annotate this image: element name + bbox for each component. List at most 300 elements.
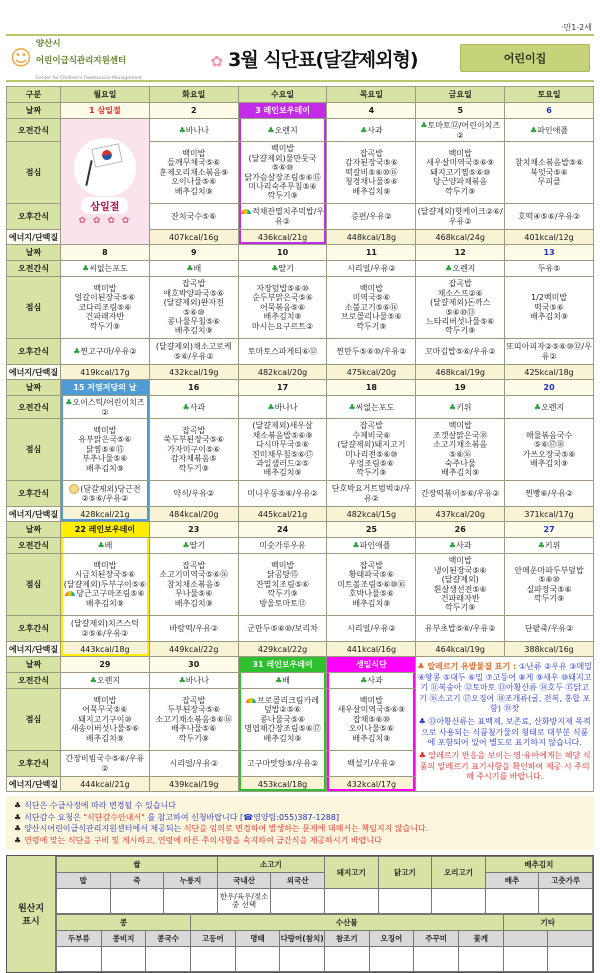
energy-cell: 441kcal/16g xyxy=(327,642,416,657)
page-header xyxy=(6,34,594,82)
row-label-date: 날짜 xyxy=(7,380,61,396)
origin-value-cell xyxy=(110,889,164,914)
row-label-energy: 에너지/단백질 xyxy=(7,642,61,657)
lunch-menu-cell: 백미밥 닭곰탕⑮ 잔멸치조림⑤⑥ 깍두기⑨ 방울토마토⑫ xyxy=(238,554,327,616)
date-cell: 6 xyxy=(505,103,594,119)
lunch-menu-cell: 백미밥 새우살미역국⑤⑥⑨ 돼지고기찜⑤⑥⑩ 당근양파채볶음 깍두기⑨ xyxy=(416,142,505,204)
pm-snack-cell: 찐만두⑤⑥⑩/우유② xyxy=(327,339,416,365)
row-label-am: 오전간식 xyxy=(7,119,61,142)
origin-value-cell xyxy=(57,889,111,914)
date-cell: 2 xyxy=(149,103,238,119)
lunch-menu-cell: 백미밥 얼갈이된장국⑤⑥ 코다리조림⑤⑥ 건파래자반 깍두기⑨ xyxy=(61,277,150,339)
fruit-club-icon: ♣ xyxy=(182,541,190,550)
lunch-menu-cell: 브로콜리크림카레 덮밥②⑤⑥ 콩나물국⑤⑥ 명엽채간장조림⑤⑥⑰ 배추김치⑨ xyxy=(238,689,327,751)
origin-group-row xyxy=(57,857,593,873)
row-label-date: 날짜 xyxy=(7,245,61,261)
origin-label-line: 표시 xyxy=(22,917,40,928)
am-snack-row xyxy=(7,261,594,277)
origin-sub-header: 두부류 xyxy=(57,931,102,947)
energy-cell: 449kcal/22g xyxy=(149,642,238,657)
energy-cell: 371kcal/17g xyxy=(505,507,594,522)
origin-group-header: 콩 xyxy=(57,915,191,931)
origin-group-header: 돼지고기 xyxy=(324,857,378,889)
pm-snack-cell: 시리얼/우유② xyxy=(149,751,238,777)
note-line: ♣ 연령에 맞는 식단을 구비 및 게시하고, 연령에 따른 주의사항을 숙지하여 급간식을 제공하시기 바랍니다 xyxy=(14,835,382,845)
pm-snack-cell: 또띠아피자②⑤⑥⑩⑫/우유② xyxy=(505,339,594,365)
fruit-club-icon: ♣ xyxy=(530,125,538,135)
am-snack-cell: ♣딸기 xyxy=(149,538,238,554)
pm-snack-row xyxy=(7,339,594,365)
origin-sub-header: 꽃게 xyxy=(458,931,503,947)
pm-snack-cell: 단팥죽/우유② xyxy=(505,616,594,642)
fruit-club-icon: ♣ xyxy=(267,125,275,135)
lunch-menu-cell: (달걀제외)새우살 채소볶음밥⑤⑥⑨ 다시마무국⑤⑥ 진미채무침⑤⑥⑰ 과일샐러드②⑤ 배추김치⑨ xyxy=(238,419,327,481)
row-label-date: 날짜 xyxy=(7,657,61,673)
am-snack-cell: ♣사과 xyxy=(327,119,416,142)
date-row xyxy=(7,103,594,119)
fruit-club-icon: ♣ xyxy=(348,402,356,412)
lunch-menu-cell: 잡곡밥 수제비국⑥ (달걀제외)돼지고기 미나리전⑤⑥⑩ 우엉조림⑤⑥ 깍두기⑨ xyxy=(327,419,416,481)
col-header: 목요일 xyxy=(327,87,416,103)
am-snack-cell: ♣오렌지 xyxy=(238,119,327,142)
date-cell: 16 xyxy=(149,380,238,396)
origin-value-cell: 한우/육우/젖소 중 선택 xyxy=(217,889,271,914)
flower-decorations: ✿ ✿ ✿ ✿ xyxy=(78,215,132,226)
am-snack-cell: 시리얼/우유② xyxy=(327,261,416,277)
date-cell: 24 xyxy=(238,522,327,538)
pm-snack-row xyxy=(7,481,594,507)
energy-cell: 388kcal/16g xyxy=(505,642,594,657)
energy-cell: 482kcal/15g xyxy=(327,507,416,522)
bullet-icon: ♣ xyxy=(14,801,22,810)
meal-plan-table xyxy=(6,86,594,792)
fruit-club-icon: ♣ xyxy=(537,541,545,550)
lunch-menu-cell: 잡곡밥 쑥두부된장국⑤⑥ 가자미구이⑤⑥ 감자채볶음⑤ 깍두기⑨ xyxy=(149,419,238,481)
fruit-club-icon: ♣ xyxy=(271,264,279,273)
origin-value-cell xyxy=(503,947,548,972)
date-cell: 3 레인보우데이 xyxy=(238,103,327,119)
energy-cell: 432kcal/19g xyxy=(149,365,238,380)
lunch-menu-cell: 안매운마파두부덮밥 ⑤⑥⑩ 실파장국⑤⑥ 깍두기⑨ xyxy=(505,554,594,616)
am-snack-cell: ♣오이스틱/어린이치즈② xyxy=(61,396,150,419)
origin-value-cell xyxy=(235,947,280,972)
row-label-am: 오전간식 xyxy=(7,261,61,277)
energy-cell: 428kcal/21g xyxy=(61,507,150,522)
origin-sub-header: 콩비지 xyxy=(101,931,146,947)
lunch-row xyxy=(7,554,594,616)
am-snack-cell: ♣오렌지 xyxy=(61,673,150,689)
fruit-club-icon: ♣ xyxy=(89,676,97,685)
allergy-legend xyxy=(416,657,594,792)
lunch-menu-cell: 백미밥 유부맑은국⑤⑥ 닭찜⑤⑥⑮ 부추나물⑤⑥ 배추김치⑨ xyxy=(61,419,150,481)
rainbow-icon xyxy=(65,591,75,596)
am-snack-cell: ♣바나나 xyxy=(149,119,238,142)
note-line: ♣ 식단감수 요청은 "식단감수안내서" 를 참고하여 신청바랍니다 [☎영양팀:055)387-1288] xyxy=(14,812,339,822)
allergy-warning-note: ♣ 알레르기 반응을 보이는 영·유아에게는 해당 식품의 알레르기 표기사항을 확인하여 제공 시 주의해 주시기를 바랍니다. xyxy=(418,751,591,782)
energy-cell: 464kcal/19g xyxy=(416,642,505,657)
pm-snack-cell: 백설기/우유② xyxy=(327,751,416,777)
row-label-pm: 오후간식 xyxy=(7,339,61,365)
lunch-row xyxy=(7,277,594,339)
flower-icon: ✿ xyxy=(210,52,224,70)
energy-cell: 437kcal/20g xyxy=(416,507,505,522)
pm-snack-cell: 시리얼/우유② xyxy=(327,616,416,642)
row-label-pm: 오후간식 xyxy=(7,481,61,507)
date-cell: 17 xyxy=(238,380,327,396)
date-cell: 18 xyxy=(327,380,416,396)
origin-value-cell xyxy=(324,947,369,972)
origin-sub-header: 고등어 xyxy=(190,931,235,947)
rainbow-icon xyxy=(246,698,256,703)
origin-group-row xyxy=(57,915,593,931)
origin-value-cell xyxy=(378,889,432,914)
date-cell: 1 삼일절 xyxy=(61,103,150,119)
footer-notes xyxy=(6,796,594,850)
lunch-menu-cell: 잡곡밥 감자된장국⑤⑥ 떡갈비⑤⑥⑩⑯ 청경채나물⑤⑥ 배추김치⑨ xyxy=(327,142,416,204)
energy-cell: 401kcal/12g xyxy=(505,230,594,245)
am-snack-row xyxy=(7,396,594,419)
origin-sub-header: 오징어 xyxy=(369,931,414,947)
fruit-club-icon: ♣ xyxy=(448,402,457,412)
am-snack-row xyxy=(7,119,594,142)
am-snack-cell: ♣씨없는포도 xyxy=(327,396,416,419)
lunch-row xyxy=(7,419,594,481)
pm-snack-cell: 군만두⑤⑥⑩/보리차 xyxy=(238,616,327,642)
lunch-menu-cell: 백미밥 미역국⑤⑥ 소불고기⑤⑥⑯ 브로콜리나물⑤⑥ 깍두기⑨ xyxy=(327,277,416,339)
fruit-club-icon: ♣ xyxy=(275,676,283,685)
am-snack-cell: ♣배 xyxy=(61,538,150,554)
fruit-club-icon: ♣ xyxy=(186,264,194,273)
date-cell: 22 레인보우데이 xyxy=(61,522,150,538)
pm-snack-cell: (달걀제외)핫케이크②⑥/우유② xyxy=(416,204,505,230)
pm-snack-cell: 단호박요거트범벅②/우유② xyxy=(327,481,416,507)
origin-value-cell xyxy=(458,947,503,972)
origin-value-cell xyxy=(432,889,486,914)
fruit-club-icon: ♣ xyxy=(65,398,73,407)
lunch-menu-cell: 백미밥 냉이된장국⑤⑥ (달걀제외) 흰살생선전⑤⑥ 건파래자반 깍두기⑨ xyxy=(416,554,505,616)
energy-cell: 436kcal/21g xyxy=(238,230,327,245)
origin-sub-header: 국내산 xyxy=(217,873,271,889)
energy-cell: 425kcal/18g xyxy=(505,365,594,380)
row-label-lunch: 점심 xyxy=(7,554,61,616)
date-cell: 5 xyxy=(416,103,505,119)
lunch-menu-cell: 백미밥 어묵무국⑤⑥ 돼지고기구이⑩ 새송이버섯나물⑤⑥ 배추김치⑨ xyxy=(61,689,150,751)
lunch-menu-cell: 백미밥 시금치된장국⑤⑥ (달걀제외)두부구이⑤⑥ 당근고구마조림⑤⑥ 배추김치⑨ xyxy=(61,554,150,616)
row-label-energy: 에너지/단백질 xyxy=(7,507,61,522)
origin-value-cell xyxy=(146,947,191,972)
pm-snack-cell: 바람떡/우유② xyxy=(149,616,238,642)
lunch-menu-cell: 백미밥 새우살미역국⑤⑥⑨ 잡채⑤⑥⑩ 오이나물⑤⑥ 배추김치⑨ xyxy=(327,689,416,751)
energy-cell: 432kcal/17g xyxy=(327,777,416,792)
origin-table xyxy=(6,855,594,973)
pm-snack-cell: 미니우동⑤⑥/우유② xyxy=(238,481,327,507)
am-snack-cell: ♣씨없는포도 xyxy=(61,261,150,277)
lunch-menu-cell: 참치채소볶음밥⑤⑥ 북엇국⑤⑥ 무피클 xyxy=(505,142,594,204)
origin-group-header: 닭고기 xyxy=(378,857,432,889)
lunch-menu-cell: 백미밥 (달걀제외)물만둣국 ⑤⑥⑩ 닭가슴살장조림⑤⑥⑮ 미나리숙주무침⑤⑥ 깍두기⑨ xyxy=(238,142,327,204)
am-snack-cell: 미숫가루우유 xyxy=(238,538,327,554)
lunch-menu-cell: 자장덮밥⑤⑥⑩ 순두부맑은국⑤⑥ 어묵볶음⑤⑥ 배추김치⑨ 마시는요구르트② xyxy=(238,277,327,339)
row-label-lunch: 점심 xyxy=(7,277,61,339)
date-cell: 25 xyxy=(327,522,416,538)
date-row xyxy=(7,245,594,261)
origin-value-cell xyxy=(101,947,146,972)
origin-value-row xyxy=(57,889,593,914)
pm-snack-cell: 유부초밥⑤⑥/우유② xyxy=(416,616,505,642)
energy-cell: 443kcal/18g xyxy=(61,642,150,657)
pm-snack-cell: 고구마맛탕⑤/우유② xyxy=(238,751,327,777)
col-header: 금요일 xyxy=(416,87,505,103)
energy-cell: 468kcal/19g xyxy=(416,365,505,380)
energy-cell: 453kcal/18g xyxy=(238,777,327,792)
pm-snack-cell: 증편/우유② xyxy=(327,204,416,230)
pm-snack-cell: 꼬마김밥⑤⑥/우유② xyxy=(416,339,505,365)
energy-cell: 445kcal/21g xyxy=(238,507,327,522)
date-cell: 8 xyxy=(61,245,150,261)
pm-snack-cell: 찐빵⑥/우유② xyxy=(505,481,594,507)
lunch-menu-cell: 잡곡밥 두부된장국⑤⑥ 소고기채소볶음⑤⑥⑯ 배추나물⑤⑥ 깍두기⑨ xyxy=(149,689,238,751)
col-header: 화요일 xyxy=(149,87,238,103)
rainbow-icon xyxy=(241,209,251,214)
am-snack-cell: ♣사과 xyxy=(149,396,238,419)
row-label-energy: 에너지/단백질 xyxy=(7,230,61,245)
date-cell: 생일식단 xyxy=(327,657,416,673)
lunch-menu-cell: 잡곡밥 채소스프②⑥ (달걀제외)돈까스 ⑤⑥⑩⑬ 느타리버섯나물⑤⑥ 깍두기⑨ xyxy=(416,277,505,339)
date-cell: 23 xyxy=(149,522,238,538)
korea-flag-icon xyxy=(74,138,136,196)
date-cell: 29 xyxy=(61,657,150,673)
origin-value-cell xyxy=(164,889,218,914)
sulfite-note: ♣ ⑬아황산류는 표백제, 보존료, 산화방지제 목적으로 사용되는 식품첨가물의 형태로 대부분 식품에 포함되어 있어 별도로 표기하지 않습니다. xyxy=(418,717,591,748)
origin-value-cell xyxy=(485,889,539,914)
am-snack-cell: ♣파인애플 xyxy=(505,119,594,142)
pm-snack-cell: ♣찐고구마/우유② xyxy=(61,339,150,365)
origin-sub-header: 참조기 xyxy=(324,931,369,947)
row-label-energy: 에너지/단백질 xyxy=(7,777,61,792)
origin-group-header: 수산물 xyxy=(190,915,503,931)
energy-cell: 419kcal/17g xyxy=(61,365,150,380)
am-snack-row xyxy=(7,538,594,554)
page-title: 3월 식단표(달걀제외형) xyxy=(228,48,418,71)
col-header: 월요일 xyxy=(61,87,150,103)
energy-cell: 468kcal/24g xyxy=(416,230,505,245)
col-header: 수요일 xyxy=(238,87,327,103)
org-name-english: Center for Children's Foodservice Management xyxy=(35,76,142,82)
bullet-icon: ♣ xyxy=(14,835,22,845)
row-label-date: 날짜 xyxy=(7,522,61,538)
meal-plan-document xyxy=(6,0,594,973)
origin-sub-header: 다랑어(참치) xyxy=(280,931,325,947)
am-snack-cell: ♣토마토⑫/어린이치즈② xyxy=(416,119,505,142)
am-snack-cell: ♣오렌지 xyxy=(416,261,505,277)
pm-snack-cell: 적채잔멸치주먹밥/우유② xyxy=(238,204,327,230)
energy-cell: 484kcal/20g xyxy=(149,507,238,522)
origin-value-cell xyxy=(271,889,325,914)
fruit-club-icon: ♣ xyxy=(182,402,190,412)
pm-snack-row xyxy=(7,616,594,642)
org-name-line2: 어린이급식관리지원센터 xyxy=(35,55,127,66)
fruit-club-icon: ♣ xyxy=(267,402,275,412)
origin-group-header: 기타 xyxy=(503,915,592,931)
origin-sub-header: 누룽지 xyxy=(164,873,218,889)
date-cell: 13 xyxy=(505,245,594,261)
am-snack-cell: ♣키위 xyxy=(416,396,505,419)
origin-value-cell xyxy=(548,947,593,972)
row-label-pm: 오후간식 xyxy=(7,616,61,642)
pm-snack-cell: (달걀제외)당근전②⑤⑥/우유② xyxy=(61,481,150,507)
row-label-pm: 오후간식 xyxy=(7,751,61,777)
energy-cell: 444kcal/21g xyxy=(61,777,150,792)
origin-sub-row xyxy=(57,931,593,947)
fruit-club-icon: ♣ xyxy=(178,125,186,135)
energy-cell: 429kcal/22g xyxy=(238,642,327,657)
am-snack-cell: ♣배 xyxy=(149,261,238,277)
face-icon xyxy=(69,484,79,494)
energy-row xyxy=(7,365,594,380)
origin-table-top xyxy=(56,856,593,914)
col-header: 토요일 xyxy=(505,87,594,103)
origin-label xyxy=(7,856,56,972)
org-name-line1: 양산시 xyxy=(35,38,61,49)
row-label-am: 오전간식 xyxy=(7,396,61,419)
row-label-energy: 에너지/단백질 xyxy=(7,365,61,380)
energy-row xyxy=(7,507,594,522)
allergy-legend-title: ♣ 알레르기 유발물질 표기 : ①난류 ②우유 ③메밀 ④땅콩 ⑤대두 ⑥밀 ⑦고등어 ⑧게 ⑨새우 ⑩돼지고기 ⑪복숭아 ⑫토마토 ⑬아황산류 ⑭호두 ⑮닭고기 ⑯소고기 ⑰오징어 ⑱조개류(굴, 전복, 홍합 포함) ⑲잣 xyxy=(417,662,592,713)
am-snack-cell: ♣키위 xyxy=(505,538,594,554)
pm-snack-cell: 잔치국수⑤⑥ xyxy=(149,204,238,230)
origin-sub-header: 외국산 xyxy=(271,873,325,889)
pm-snack-cell: 간장떡볶이⑤⑥/우유② xyxy=(416,481,505,507)
pm-snack-cell: 토마토스파게티⑥⑫ xyxy=(238,339,327,365)
origin-sub-header: 주꾸미 xyxy=(414,931,459,947)
energy-cell: 407kcal/16g xyxy=(149,230,238,245)
am-snack-cell: ♣파인애플 xyxy=(327,538,416,554)
energy-cell: 439kcal/19g xyxy=(149,777,238,792)
origin-sub-header: 배추 xyxy=(485,873,539,889)
fruit-club-icon: ♣ xyxy=(82,264,90,273)
row-label-date: 날짜 xyxy=(7,103,61,119)
lunch-menu-cell: 잡곡밥 황태파국⑤⑥ 미트볼조림⑤⑥⑩⑯ 호박나물⑤⑥ 배추김치⑨ xyxy=(327,554,416,616)
origin-value-cell xyxy=(414,947,459,972)
origin-sub-header xyxy=(548,931,593,947)
age-label: ·만1-2세 xyxy=(560,23,592,32)
lunch-menu-cell: 잡곡밥 소고기미역국⑤⑥⑯ 참치채소볶음⑤ 무나물⑤⑥ 배추김치⑨ xyxy=(149,554,238,616)
origin-value-cell xyxy=(190,947,235,972)
origin-sub-header: 밥 xyxy=(57,873,111,889)
origin-sub-header: 고춧가루 xyxy=(539,873,593,889)
origin-value-cell xyxy=(57,947,102,972)
bullet-icon: ♣ xyxy=(14,812,22,822)
row-label-am: 오전간식 xyxy=(7,673,61,689)
origin-label-line: 원산지 xyxy=(17,904,45,915)
row-label-lunch: 점심 xyxy=(7,142,61,204)
origin-sub-header xyxy=(503,931,548,947)
origin-group-header: 오리고기 xyxy=(432,857,486,889)
row-label-am: 오전간식 xyxy=(7,538,61,554)
am-snack-cell: ♣바나나 xyxy=(238,396,327,419)
origin-group-header: 배추김치 xyxy=(485,857,592,873)
origin-value-cell xyxy=(324,889,378,914)
fruit-club-icon: ♣ xyxy=(97,541,105,550)
lunch-menu-cell: 백미밥 조갯살맑은국⑱ 소고기채소볶음 ⑤⑥⑯ 숙주나물 배추김치⑨ xyxy=(416,419,505,481)
am-snack-cell: ♣사과 xyxy=(327,673,416,689)
date-cell: 26 xyxy=(416,522,505,538)
am-snack-cell: ♣딸기 xyxy=(238,261,327,277)
date-row xyxy=(7,522,594,538)
pm-snack-cell: (달걀제외)채소고로케⑤⑥/우유② xyxy=(149,339,238,365)
lunch-menu-cell: 해물볶음국수 ⑤⑥⑰⑱ 가쓰오장국⑤⑥ 배추김치⑨ xyxy=(505,419,594,481)
date-cell: 10 xyxy=(238,245,327,261)
fruit-club-icon: ♣ xyxy=(360,676,368,685)
date-row xyxy=(7,380,594,396)
am-snack-cell: 두유⑤ xyxy=(505,261,594,277)
fruit-club-icon: ♣ xyxy=(448,541,457,550)
lunch-menu-cell: 1/2백미밥 떡국⑤⑥ 배추김치⑨ xyxy=(505,277,594,339)
am-snack-cell: ♣사과 xyxy=(416,538,505,554)
lunch-menu-cell: 백미밥 들깨무채국⑤⑥ 훈제오리채소볶음⑨ 오이나물⑤⑥ 배추김치⑨ xyxy=(149,142,238,204)
fruit-club-icon: ♣ xyxy=(178,676,186,685)
date-cell: 31 레인보우데이 xyxy=(238,657,327,673)
pm-snack-cell: (달걀제외)치즈스틱②⑤⑥/우유② xyxy=(61,616,150,642)
pm-snack-cell: 호떡④⑤⑥/우유② xyxy=(505,204,594,230)
origin-sub-header: 명태 xyxy=(235,931,280,947)
origin-group-header: 쌀 xyxy=(57,857,218,873)
date-cell: 27 xyxy=(505,522,594,538)
samiljeol-illustration xyxy=(61,119,150,245)
pm-snack-cell: 약식/우유② xyxy=(149,481,238,507)
origin-table-bottom xyxy=(56,914,593,972)
origin-value-cell xyxy=(280,947,325,972)
pm-snack-cell: 간장비빔국수⑤⑥/우유② xyxy=(61,751,150,777)
date-row xyxy=(7,657,594,673)
weekday-header-row xyxy=(7,87,594,103)
holiday-label: 삼일절 xyxy=(81,197,128,214)
date-cell: 20 xyxy=(505,380,594,396)
bullet-icon: ♣ xyxy=(14,824,22,834)
date-cell: 12 xyxy=(416,245,505,261)
center-logo xyxy=(10,33,168,83)
energy-cell: 475kcal/20g xyxy=(327,365,416,380)
am-snack-cell: ♣배 xyxy=(238,673,327,689)
energy-cell: 448kcal/18g xyxy=(327,230,416,245)
facility-badge: 어린이집 xyxy=(460,44,590,72)
fruit-club-icon: ♣ xyxy=(420,121,428,130)
note-line: ♣ 양산시어린이급식관리지원센터에서 제공되는 식단을 임의로 변경하여 발생하는 문제에 대해서는 책임지지 않습니다. xyxy=(14,824,429,834)
date-cell: 15 저염저당의 날 xyxy=(61,380,150,396)
row-label-pm: 오후간식 xyxy=(7,204,61,230)
origin-value-cell xyxy=(369,947,414,972)
note-line: ♣ 식단은 수급사정에 따라 변경될 수 있습니다 xyxy=(14,801,176,810)
origin-sub-header: 죽 xyxy=(110,873,164,889)
origin-value-cell xyxy=(539,889,593,914)
row-label-lunch: 점심 xyxy=(7,419,61,481)
energy-row xyxy=(7,642,594,657)
am-snack-cell: ♣오렌지 xyxy=(505,396,594,419)
origin-sub-header: 콩국수 xyxy=(146,931,191,947)
date-cell: 19 xyxy=(416,380,505,396)
fruit-club-icon: ♣ xyxy=(73,346,81,356)
col-header: 구분 xyxy=(7,87,61,103)
origin-value-row xyxy=(57,947,593,972)
fruit-club-icon: ♣ xyxy=(445,264,453,273)
date-cell: 9 xyxy=(149,245,238,261)
energy-cell: 482kcal/20g xyxy=(238,365,327,380)
fruit-club-icon: ♣ xyxy=(360,125,368,135)
date-cell: 30 xyxy=(149,657,238,673)
am-snack-cell: ♣바나나 xyxy=(149,673,238,689)
date-cell: 11 xyxy=(327,245,416,261)
origin-group-header: 소고기 xyxy=(217,857,324,873)
